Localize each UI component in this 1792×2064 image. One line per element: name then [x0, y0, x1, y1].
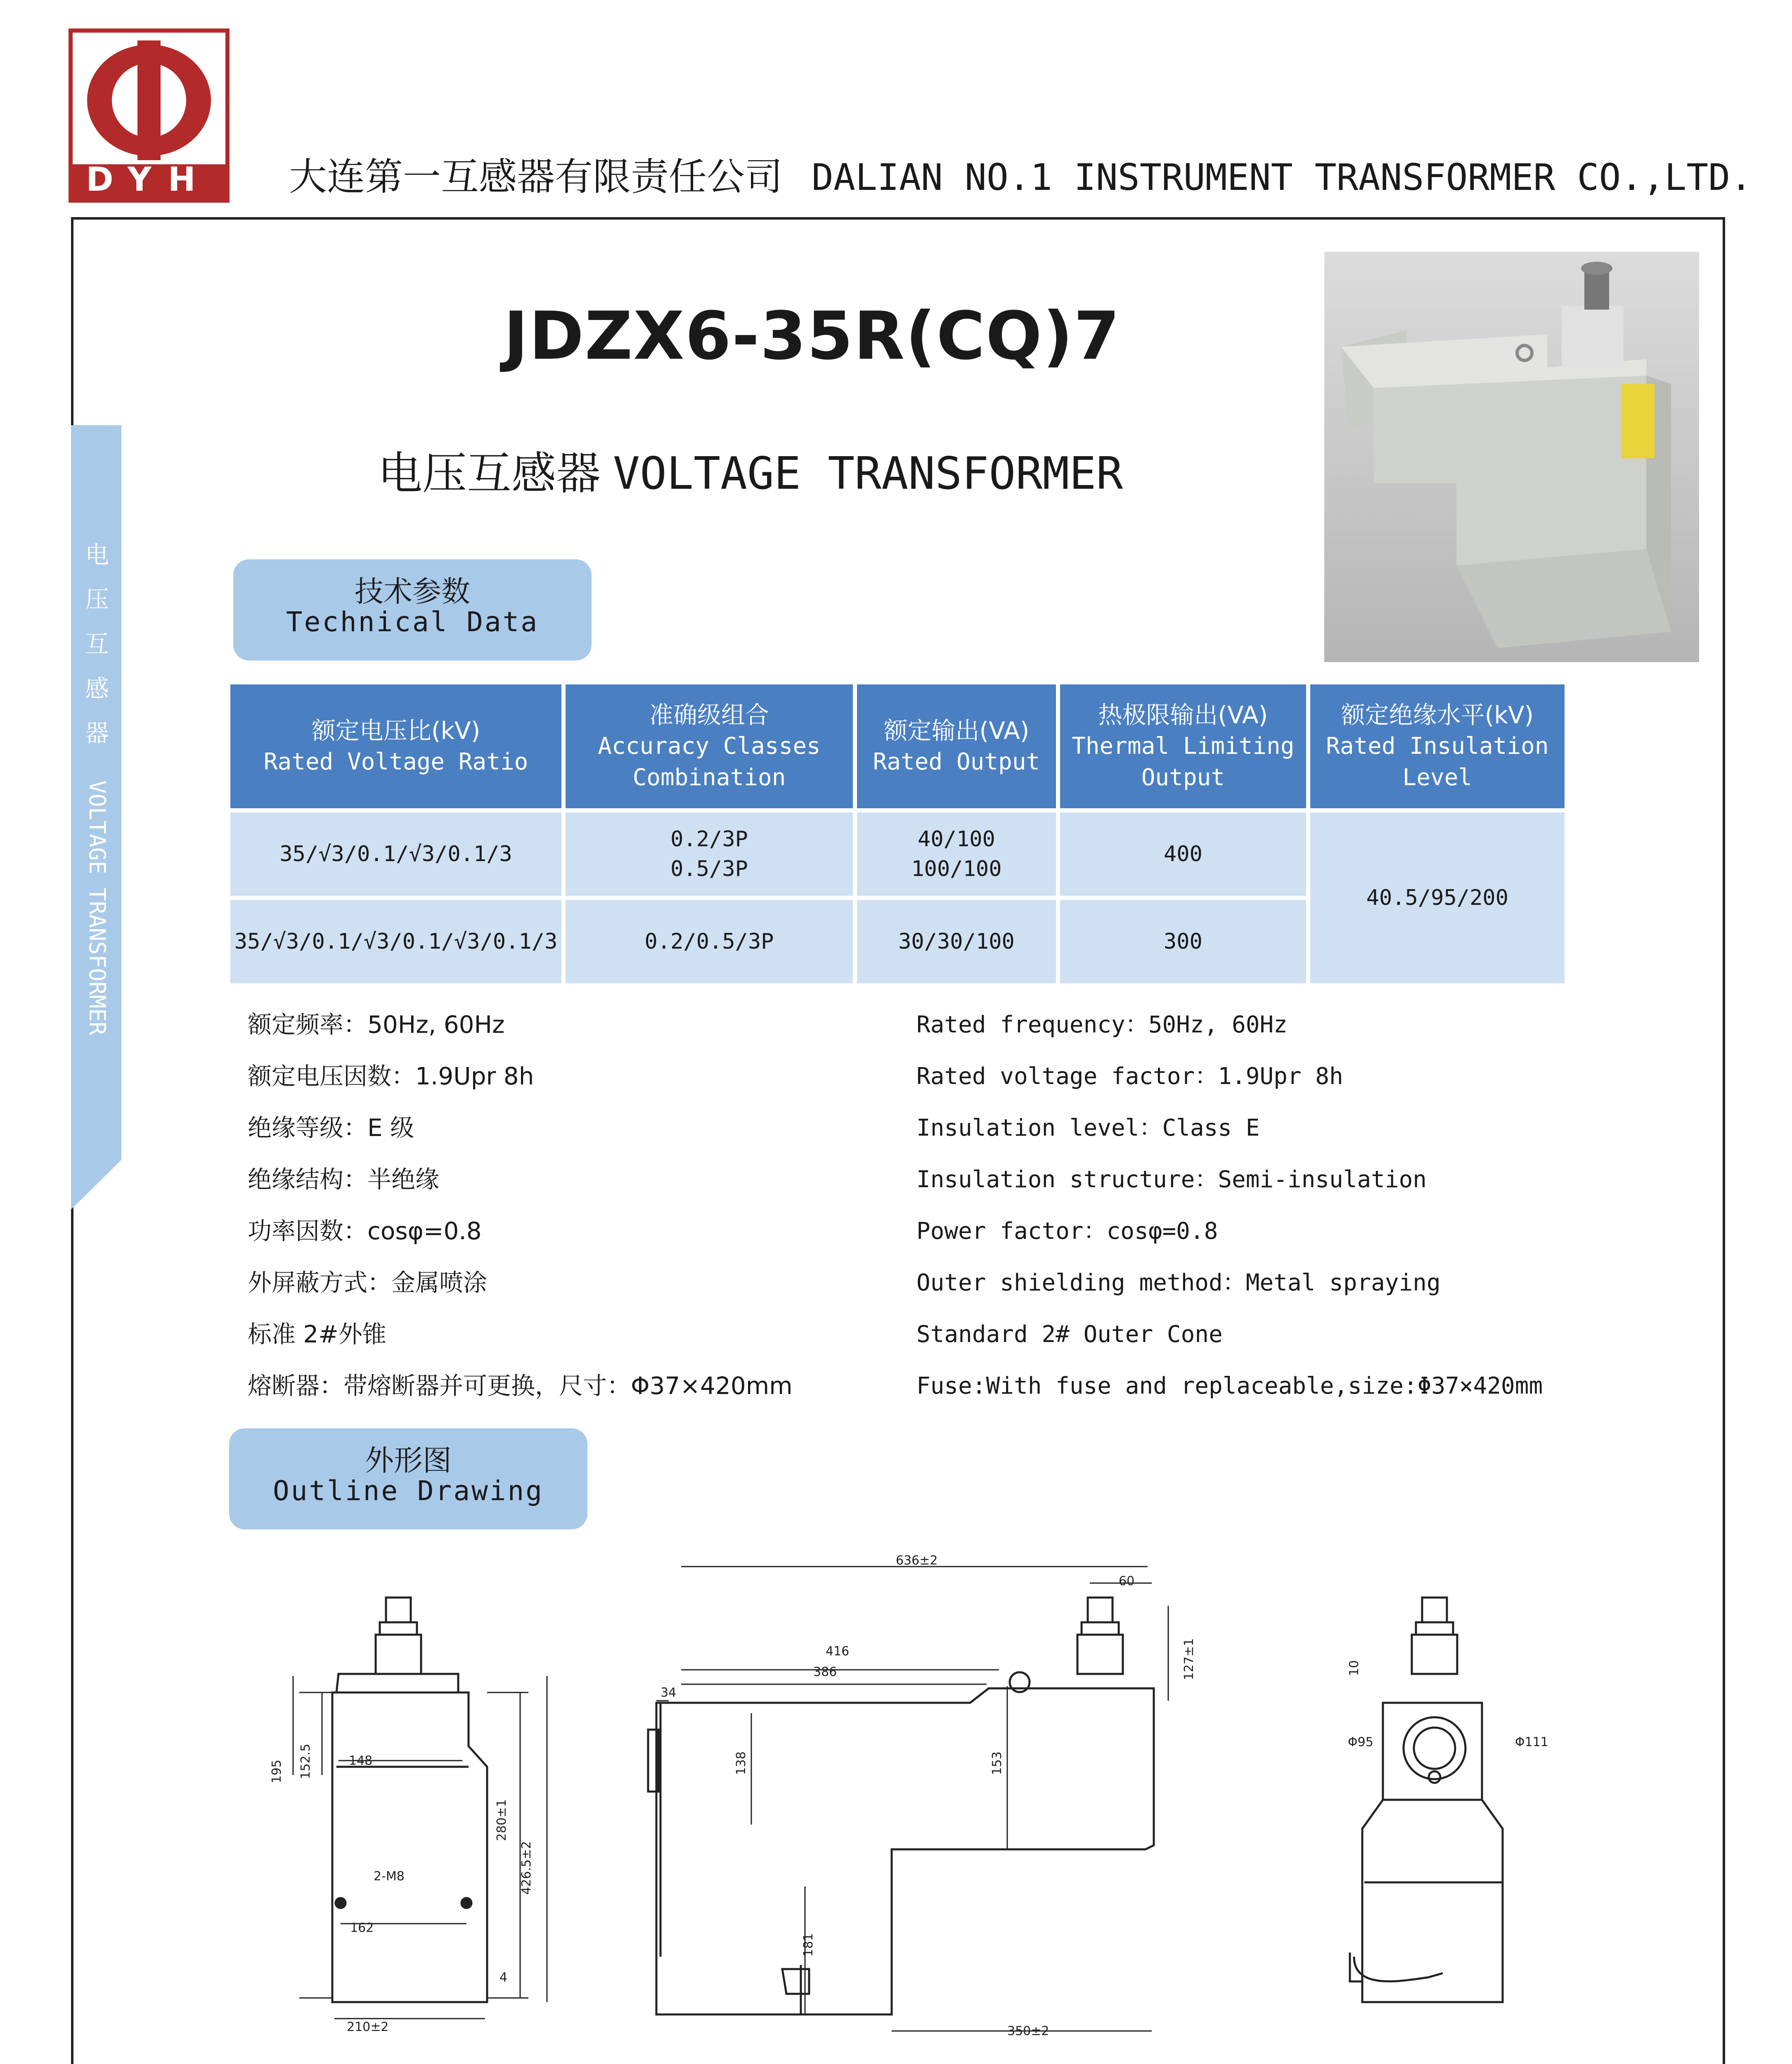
- spec-en-item: Power factor：cosφ=0.8: [916, 1218, 1218, 1245]
- cell-accuracy: 0.2/0.5/3P: [566, 900, 853, 983]
- dim-34: 34: [660, 1685, 677, 1700]
- spec-en-item: Insulation level：Class E: [916, 1115, 1260, 1141]
- side-tab-zh: 电压互感器: [85, 541, 109, 747]
- spec-en-item: Rated voltage factor：1.9Upr 8h: [916, 1063, 1343, 1090]
- cell-thermal: 400: [1060, 812, 1306, 896]
- specs-zh-list: [248, 999, 793, 1412]
- dim-127: 127±1: [1182, 1638, 1196, 1680]
- outline-drawings: [231, 1544, 1593, 2064]
- spec-zh-item: 额定频率：50Hz, 60Hz: [248, 1011, 505, 1039]
- spec-en-item: Standard 2# Outer Cone: [916, 1321, 1223, 1348]
- dim-152-5: 152.5: [298, 1744, 313, 1779]
- dim-138: 138: [734, 1751, 748, 1775]
- spec-zh-item: 功率因数：cosφ=0.8: [248, 1217, 482, 1245]
- dim-60: 60: [1119, 1574, 1135, 1588]
- side-tab-en: VOLTAGE TRANSFORMER: [84, 780, 110, 1035]
- dim-phi111: Φ111: [1515, 1735, 1548, 1749]
- table-row: [230, 812, 1565, 896]
- technical-data-table: [226, 680, 1569, 987]
- header-rated-voltage-ratio: 额定电压比(kV) Rated Voltage Ratio: [230, 684, 561, 808]
- spec-en-item: Fuse:With fuse and replaceable,size:Φ37×420mm: [916, 1373, 1543, 1399]
- spec-en-item: Insulation structure：Semi-insulation: [916, 1166, 1427, 1193]
- dim-181: 181: [801, 1933, 816, 1957]
- dim-148: 148: [349, 1754, 373, 1768]
- side-view: [648, 1567, 1168, 2031]
- logo-text: DYH: [86, 160, 212, 199]
- cell-thermal: 300: [1060, 900, 1306, 983]
- dim-4: 4: [499, 1970, 508, 1985]
- dim-210: 210±2: [347, 2020, 389, 2034]
- header-thermal-limiting-output: 热极限输出(VA) Thermal Limiting Output: [1060, 684, 1306, 808]
- cell-output: 40/100 100/100: [857, 812, 1056, 896]
- header-rated-output: 额定输出(VA) Rated Output: [857, 684, 1056, 808]
- dim-416: 416: [826, 1644, 850, 1659]
- dim-phi95: Φ95: [1348, 1735, 1373, 1749]
- cell-accuracy: 0.2/3P 0.5/3P: [566, 812, 853, 896]
- dim-386: 386: [813, 1665, 837, 1679]
- dim-636: 636±2: [896, 1553, 938, 1568]
- company-name-zh: 大连第一互感器有限责任公司: [289, 155, 783, 199]
- header-rated-insulation-level: 额定绝缘水平(kV) Rated Insulation Level: [1310, 684, 1565, 808]
- spec-en-item: Outer shielding method：Metal spraying: [916, 1269, 1441, 1296]
- cell-ratio: 35/√3/0.1/√3/0.1/3: [230, 812, 561, 896]
- cell-insulation: 40.5/95/200: [1310, 812, 1565, 983]
- company-name: [289, 147, 1752, 201]
- dim-10: 10: [1347, 1660, 1361, 1676]
- subtitle-en: VOLTAGE TRANSFORMER: [613, 448, 1123, 499]
- spec-zh-item: 绝缘结构：半绝缘: [248, 1165, 440, 1193]
- spec-zh-item: 外屏蔽方式：金属喷涂: [248, 1269, 488, 1297]
- dim-280: 280±1: [495, 1799, 509, 1841]
- dim-162: 162: [350, 1921, 374, 1935]
- specs-en-list: [916, 999, 1543, 1412]
- spec-zh-item: 额定电压因数：1.9Upr 8h: [248, 1062, 534, 1090]
- product-photo: [1324, 252, 1699, 662]
- spec-en-item: Rated frequency：50Hz, 60Hz: [916, 1011, 1288, 1038]
- outline-drawing-tab: [229, 1428, 587, 1529]
- dim-350: 350±2: [1007, 2024, 1049, 2038]
- model-title: JDZX6-35R(CQ)7: [504, 297, 1121, 374]
- cell-output: 30/30/100: [857, 900, 1056, 983]
- table-header-row: [230, 684, 1565, 808]
- cell-ratio: 35/√3/0.1/√3/0.1/√3/0.1/3: [230, 900, 561, 983]
- header-accuracy-classes: 准确级组合 Accuracy Classes Combination: [566, 684, 853, 808]
- spec-zh-item: 熔断器：带熔断器并可更换，尺寸：Φ37×420mm: [248, 1372, 793, 1400]
- technical-data-tab: [233, 559, 592, 660]
- subtitle-zh: 电压互感器: [378, 448, 601, 499]
- outline-drawing-zh: 外形图: [365, 1444, 452, 1477]
- outline-drawing-en: Outline Drawing: [272, 1475, 544, 1507]
- end-view: [1350, 1598, 1503, 2002]
- dim-153: 153: [990, 1751, 1004, 1775]
- spec-zh-item: 标准 2#外锥: [248, 1320, 386, 1348]
- company-name-en: DALIAN NO.1 INSTRUMENT TRANSFORMER CO.,LTD.: [812, 156, 1752, 199]
- spec-zh-item: 绝缘等级：E 级: [248, 1114, 414, 1142]
- technical-data-en: Technical Data: [286, 606, 539, 638]
- subtitle: [378, 438, 1123, 502]
- technical-data-zh: 技术参数: [355, 575, 470, 608]
- dim-195: 195: [270, 1759, 284, 1783]
- dim-426-5: 426.5±2: [519, 1841, 534, 1895]
- dim-2-m8: 2-M8: [374, 1869, 405, 1884]
